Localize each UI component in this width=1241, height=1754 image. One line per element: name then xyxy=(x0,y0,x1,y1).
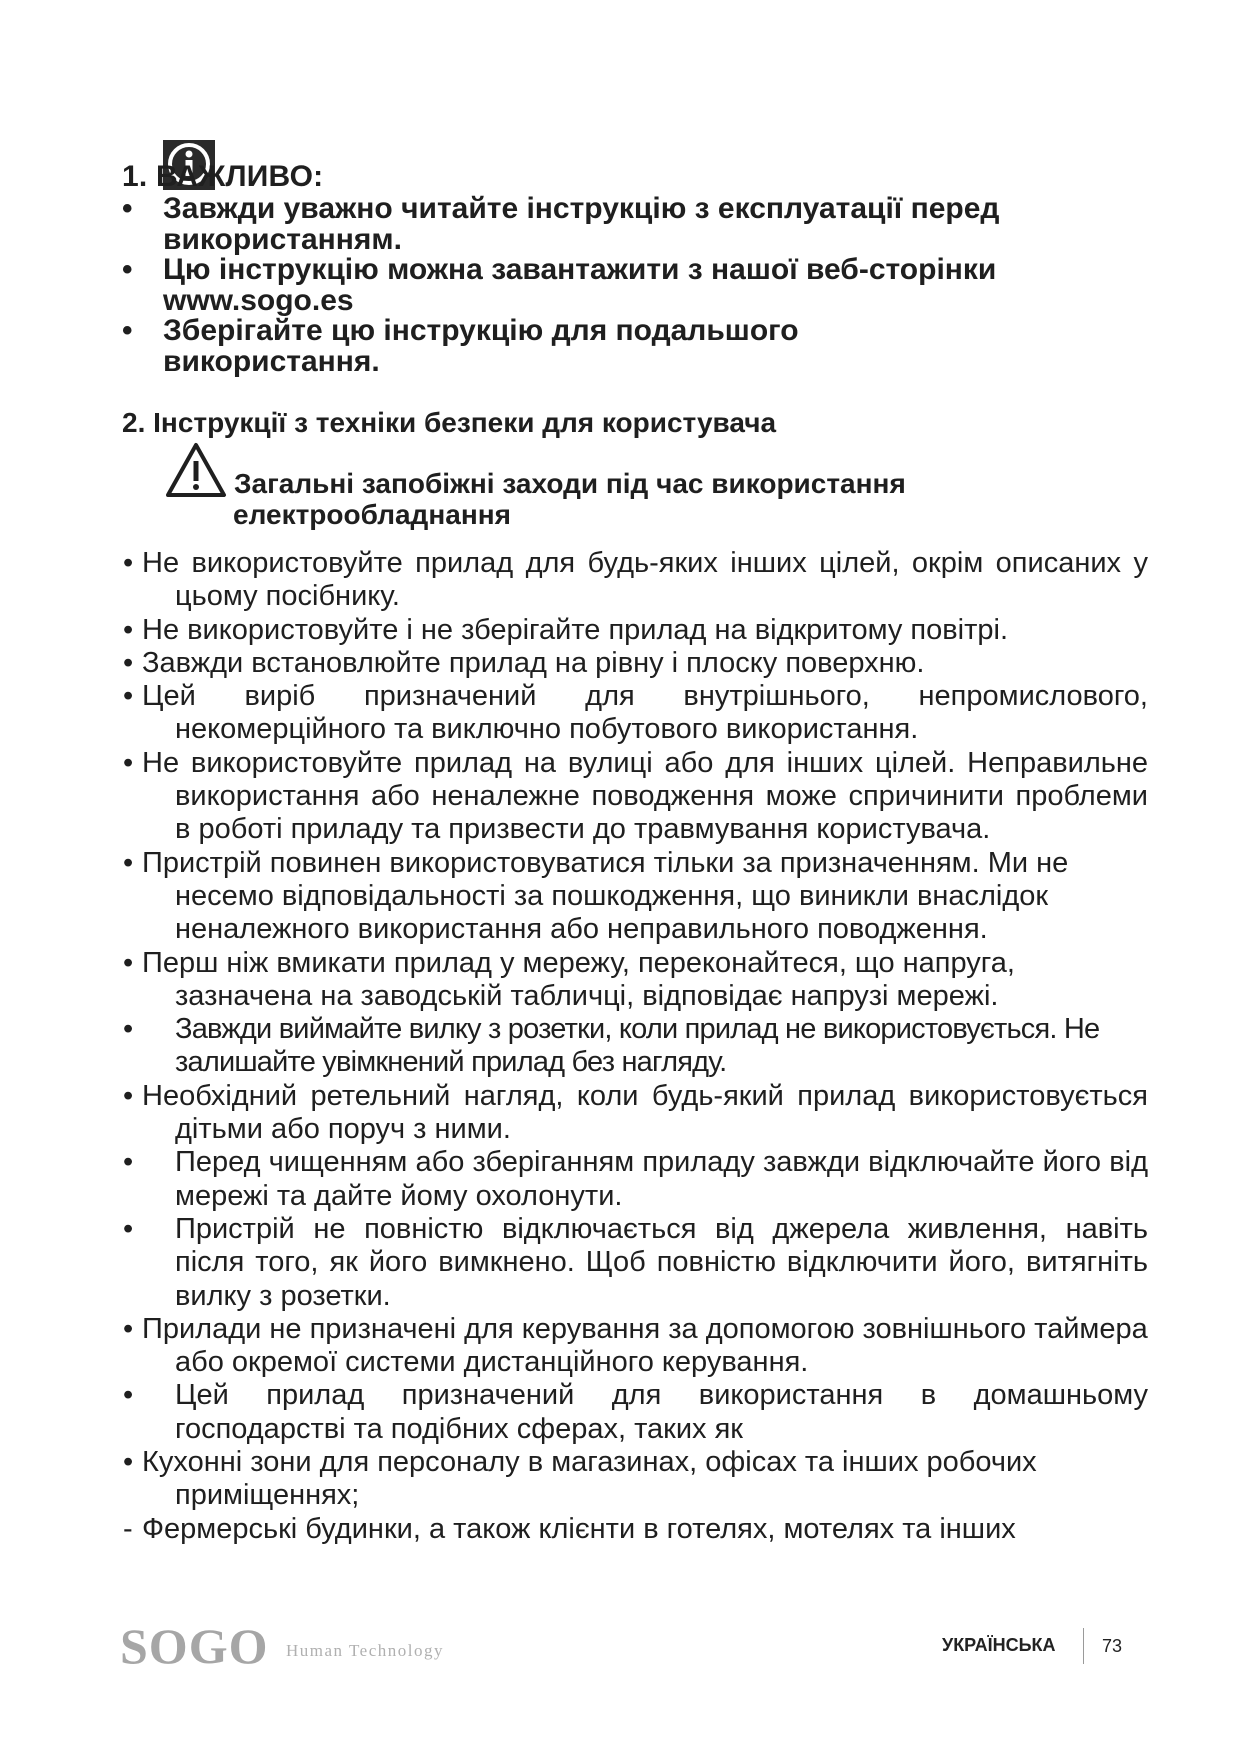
item-line: Завжди уважно читайте інструкцію з експлуатації перед xyxy=(163,192,1000,225)
language-label: УКРАЇНСЬКА xyxy=(942,1635,1056,1655)
list-item: • Цей прилад призначений для використання в домашньому господарстві та подібних сферах, таких як xyxy=(123,1379,1148,1445)
list-item: • Пристрій не повністю відключається від джерела живлення, навіть після того, як його вимкнено. Щоб повністю відключити його, витягніть вилку з розетки. xyxy=(123,1212,1148,1312)
item-text: Кухонні зони для персоналу в магазинах, офісах та інших робочих приміщеннях; xyxy=(142,1446,1037,1512)
list-item: • Завжди виймайте вилку з розетки, коли прилад не використовується. Не залишайте увімкнений прилад без нагляду. xyxy=(123,1013,1148,1080)
list-item: • Цю інструкцію можна завантажити з нашої веб-сторінки www.sogo.es xyxy=(122,255,1122,316)
item-line: використання. xyxy=(163,344,380,378)
item-text: Не використовуйте прилад для будь-яких інших цілей, окрім описаних у цьому посібнику. xyxy=(142,547,1148,613)
important-list xyxy=(122,194,1122,377)
item-text: Перед чищенням або зберіганням приладу завжди відключайте його від мережі та дайте йому охолонути. xyxy=(175,1146,1148,1212)
list-item: • Не використовуйте і не зберігайте прилад на відкритому повітрі. xyxy=(123,614,1148,647)
warning-icon xyxy=(164,441,228,499)
brand-logo: SOGO xyxy=(120,1618,269,1674)
brand-tagline: Human Technology xyxy=(286,1641,444,1660)
list-item: • Прилади не призначені для керування за допомогою зовнішнього таймера або окремої системи дистанційного керування. xyxy=(123,1312,1148,1379)
item-text: Необхідний ретельний нагляд, коли будь-який прилад використовується дітьми або поруч з ними. xyxy=(142,1079,1148,1146)
item-line: Цю інструкцію можна завантажити з нашої веб-сторінки xyxy=(163,253,997,286)
item-text: Завжди встановлюйте прилад на рівну і плоску поверхню. xyxy=(142,646,925,679)
website-url: www.sogo.es xyxy=(163,283,354,317)
footer-divider xyxy=(1083,1628,1084,1664)
item-text: Не використовуйте і не зберігайте прилад на відкритому повітрі. xyxy=(142,613,1009,646)
section-2-heading: 2. Інструкції з техніки безпеки для користувача xyxy=(122,407,777,438)
list-item: • Перед чищенням або зберіганням приладу завжди відключайте його від мережі та дайте йому охолонути. xyxy=(123,1146,1148,1212)
list-item: • Цей виріб призначений для внутрішнього, непромислового, некомерційного та виключно побутового використання. xyxy=(123,680,1148,746)
item-text: Пристрій повинен використовуватися тільки за призначенням. Ми не несемо відповідальності за пошкодження, що виникли внаслідок неналежного використання або неправильного поводження. xyxy=(142,846,1069,946)
list-item: • Необхідний ретельний нагляд, коли будь-який прилад використовується дітьми або поруч з ними. xyxy=(123,1079,1148,1146)
item-text: Цей прилад призначений для використання в домашньому господарстві та подібних сферах, таких як xyxy=(175,1379,1148,1445)
list-item: • Кухонні зони для персоналу в магазинах, офісах та інших робочих приміщеннях; xyxy=(123,1446,1148,1513)
list-item: - Фермерські будинки, а також клієнти в готелях, мотелях та інших xyxy=(123,1513,1148,1546)
list-item: • Не використовуйте прилад на вулиці або для інших цілей. Неправильне використання або неналежне поводження може спричинити проблеми в роботі приладу та призвести до травмування користувача. xyxy=(123,746,1148,846)
item-text: Завжди виймайте вилку з розетки, коли прилад не використовується. Не залишайте увімкнений прилад без нагляду. xyxy=(175,1013,1100,1079)
list-item: • Завжди встановлюйте прилад на рівну і плоску поверхню. xyxy=(123,647,1148,680)
item-text: Не використовуйте прилад на вулиці або для інших цілей. Неправильне використання або неналежне поводження може спричинити проблеми в роботі приладу та призвести до травмування користувача. xyxy=(142,746,1148,846)
item-text: Фермерські будинки, а також клієнти в готелях, мотелях та інших xyxy=(142,1512,1016,1545)
item-line: Зберігайте цю інструкцію для подальшого xyxy=(163,314,799,347)
item-text: Пристрій не повністю відключається від джерела живлення, навіть після того, як його вимкнено. Щоб повністю відключити його, витягніть вилку з розетки. xyxy=(175,1212,1148,1312)
item-text: Перш ніж вмикати прилад у мережу, переконайтеся, що напруга, зазначена на заводській табличці, відповідає напрузі мережі. xyxy=(142,946,1015,1012)
item-text: Цей виріб призначений для внутрішнього, непромислового, некомерційного та виключно побутового використання. xyxy=(142,680,1148,746)
list-item: • Не використовуйте прилад для будь-яких інших цілей, окрім описаних у цьому посібнику. xyxy=(123,547,1148,613)
warning-title-line: електрообладнання xyxy=(233,499,511,530)
item-text: Прилади не призначені для керування за допомогою зовнішнього таймера або окремої системи дистанційного керування. xyxy=(142,1312,1148,1379)
item-line: використанням. xyxy=(163,222,402,256)
warning-title-line: Загальні запобіжні заходи під час використання xyxy=(234,468,906,499)
section-1-heading: 1. ВАЖЛИВО: xyxy=(122,160,324,193)
page-number: 73 xyxy=(1102,1636,1123,1656)
list-item: • Перш ніж вмикати прилад у мережу, переконайтеся, що напруга, зазначена на заводській табличці, відповідає напрузі мережі. xyxy=(123,947,1148,1014)
safety-list xyxy=(123,547,1148,1546)
list-item: • Завжди уважно читайте інструкцію з експлуатації перед використанням. xyxy=(122,194,1122,255)
list-item: • Пристрій повинен використовуватися тільки за призначенням. Ми не несемо відповідальності за пошкодження, що виникли внаслідок неналежного використання або неправильного поводження. xyxy=(123,847,1148,947)
warning-title xyxy=(234,468,1134,530)
list-item: • Зберігайте цю інструкцію для подальшого використання. xyxy=(122,316,1122,377)
